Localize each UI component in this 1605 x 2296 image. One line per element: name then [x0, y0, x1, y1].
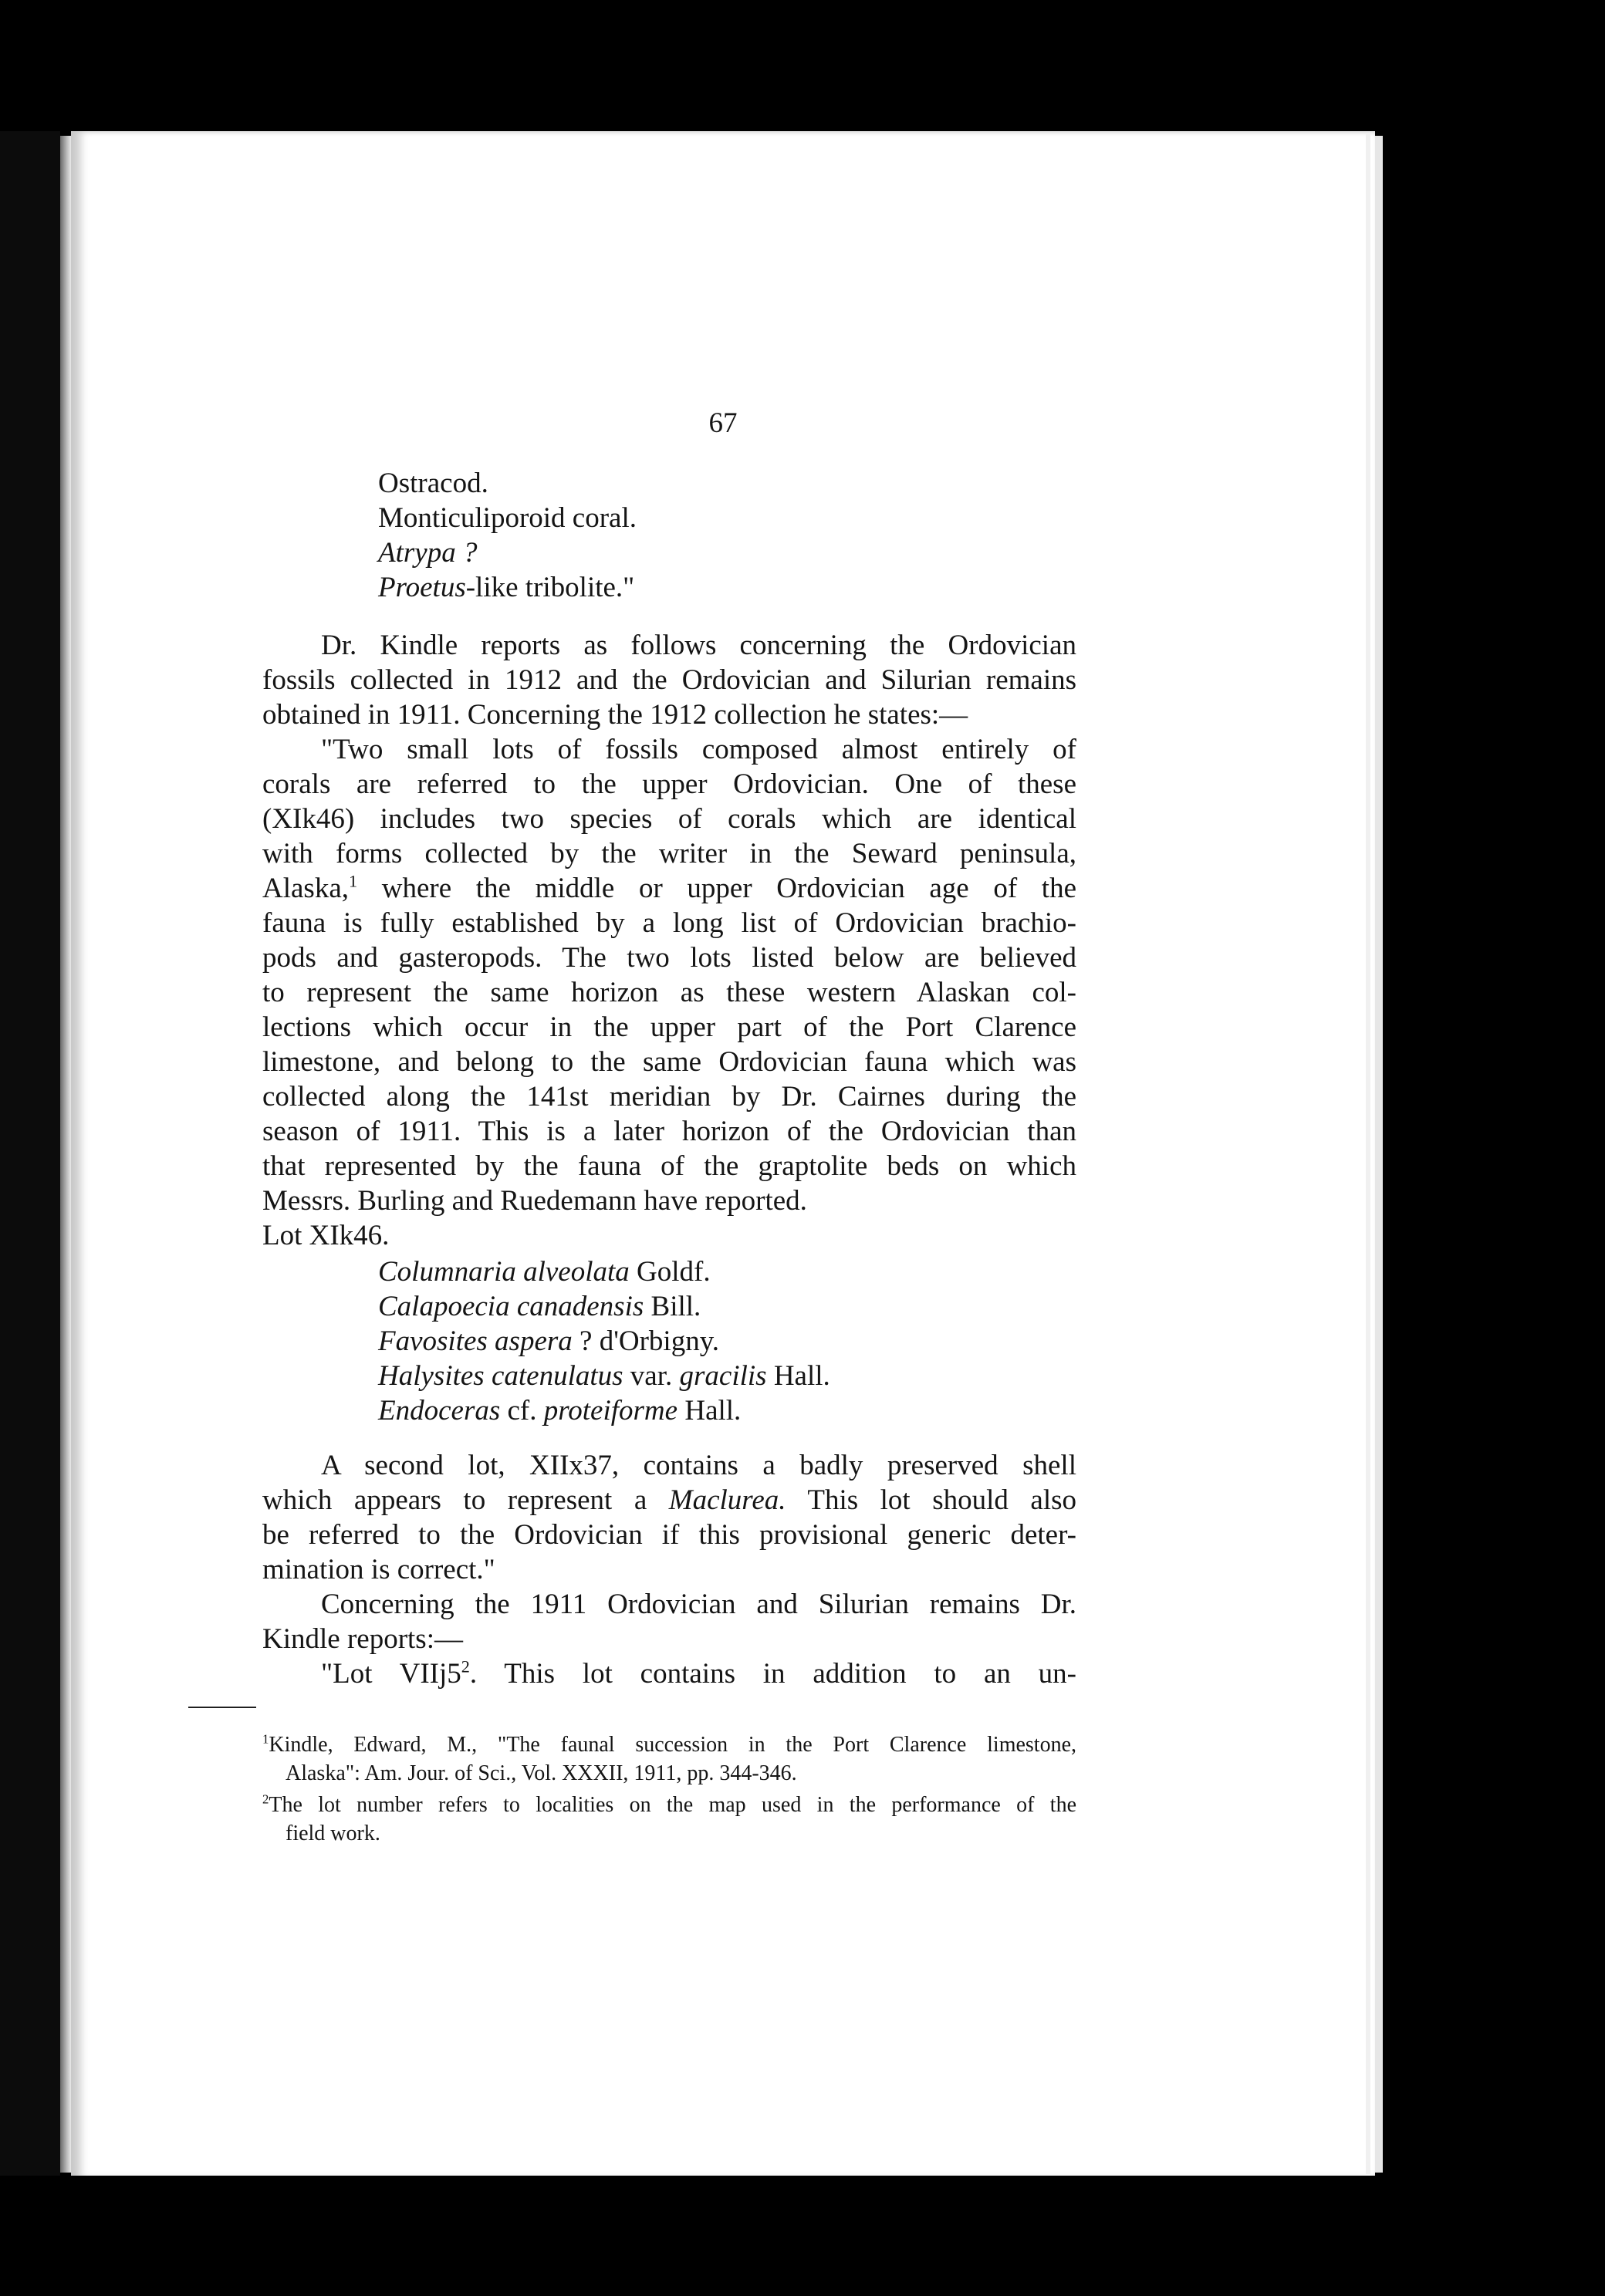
paragraph-line: fossils collected in 1912 and the Ordovician and Silurian remains: [262, 664, 1076, 696]
paragraph-line: collected along the 141st meridian by Dr. Cairnes during the: [262, 1081, 1076, 1113]
list-item: Monticuliporoid coral.: [378, 502, 637, 534]
species-entry: Columnaria alveolata Goldf.: [378, 1256, 711, 1288]
list-item: Ostracod.: [378, 468, 488, 499]
footnote-mark: 1: [262, 1731, 269, 1747]
paragraph-line: fauna is fully established by a long list of Ordovician brachio-: [262, 907, 1076, 939]
paragraph-line: corals are referred to the upper Ordovician. One of these: [262, 768, 1076, 800]
species-entry: Endoceras cf. proteiforme Hall.: [378, 1395, 742, 1427]
paragraph-line: that represented by the fauna of the graptolite beds on which: [262, 1150, 1076, 1182]
footnote-divider: [188, 1707, 256, 1708]
paragraph-line: season of 1911. This is a later horizon of the Ordovician than: [262, 1116, 1076, 1147]
footnote-ref: 2: [461, 1656, 470, 1676]
paragraph-line: be referred to the Ordovician if this provisional generic deter-: [262, 1519, 1076, 1551]
list-item: Atrypa ?: [378, 537, 478, 569]
page-edge-outer: [1375, 136, 1383, 2173]
footnote: $^1$Kindle, Edward, M., "The faunal succession in the Port Clarence limestone,: [262, 1731, 1076, 1757]
paragraph-line: Alaska,$^1$ where the middle or upper Ordovician age of the: [262, 871, 1076, 904]
list-item: Proetus-like tribolite.": [378, 572, 635, 603]
paragraph-line: Dr. Kindle reports as follows concerning the Ordovician: [321, 630, 1076, 661]
footnote: $^2$The lot number refers to localities on the map used in the performance of the: [262, 1791, 1076, 1817]
paragraph-line: "Lot $VIIj5^2$. This lot contains in addition to an un-: [321, 1656, 1076, 1690]
lot-heading: Lot XIk46.: [262, 1220, 390, 1251]
species-name: Proetus: [378, 572, 466, 603]
book-spine: [60, 136, 71, 2173]
footnote-continuation: field work.: [286, 1822, 380, 1845]
paragraph-line: lections which occur in the upper part of the Port Clarence: [262, 1011, 1076, 1043]
paragraph-line: "Two small lots of fossils composed almost entirely of: [321, 734, 1076, 765]
paragraph-line: limestone, and belong to the same Ordovician fauna which was: [262, 1046, 1076, 1078]
page-number: 67: [708, 407, 738, 439]
footnote-continuation: Alaska": Am. Jour. of Sci., Vol. XXXII, 1911, pp. 344-346.: [286, 1761, 797, 1785]
scan-background: [0, 131, 60, 2176]
paragraph-line: Concerning the 1911 Ordovician and Silurian remains Dr.: [321, 1589, 1076, 1620]
paragraph-line: with forms collected by the writer in the Seward peninsula,: [262, 838, 1076, 869]
paragraph-line: mination is correct.": [262, 1554, 495, 1585]
paragraph-line: (XIk46) includes two species of corals which are identical: [262, 803, 1076, 835]
paragraph-line: to represent the same horizon as these western Alaskan col-: [262, 977, 1076, 1008]
footnote-mark: 2: [262, 1791, 269, 1807]
footnote-ref: 1: [349, 871, 358, 891]
paragraph-line: Messrs. Burling and Ruedemann have reported.: [262, 1185, 807, 1217]
paragraph-line: obtained in 1911. Concerning the 1912 collection he states:—: [262, 699, 968, 731]
species-entry: Halysites catenulatus var. gracilis Hall.: [378, 1360, 830, 1392]
species-entry: Calapoecia canadensis Bill.: [378, 1291, 701, 1322]
paragraph-line: Kindle reports:—: [262, 1623, 463, 1655]
paragraph-line: A second lot, XIIx37, contains a badly preserved shell: [321, 1450, 1076, 1481]
page-edge: [1366, 134, 1370, 2174]
species-entry: Favosites aspera ? d'Orbigny.: [378, 1325, 720, 1357]
paragraph-line: which appears to represent a Maclurea. This lot should also: [262, 1484, 1076, 1516]
paragraph-line: pods and gasteropods. The two lots listed below are believed: [262, 942, 1076, 974]
